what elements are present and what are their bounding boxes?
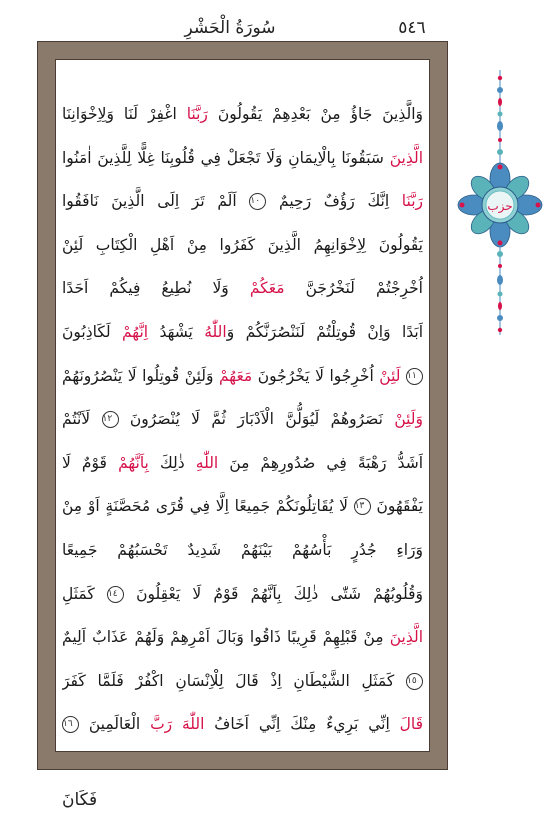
text-line xyxy=(62,357,423,395)
text-line xyxy=(62,487,423,525)
highlighted-word: الَّذِينَ xyxy=(389,628,423,647)
text-segment: كَمَثَلِ الشَّيْطَانِ اِذْ قَالَ لِلْاِنْسَانِ اكْفُرْ فَلَمَّا كَفَرَ xyxy=(62,671,406,690)
text-segment: اُخْرِجُوا لَا يَخْرُجُونَ xyxy=(252,366,380,385)
text-segment: لَاَنْتُمْ xyxy=(62,410,102,429)
text-line xyxy=(62,269,423,307)
ayah-number-marker: ١٥ xyxy=(406,673,423,690)
text-segment: اَلَمْ تَرَ اِلَى الَّذِينَ نَافَقُوا xyxy=(62,192,250,211)
ayah-number-marker: ١٤ xyxy=(107,586,124,603)
text-segment: مِنْ قَبْلِهِمْ قَرِيبًا ذَاقُوا وَبَالَ اَمْرِهِمْ وَلَهُمْ عَذَابٌ اَلِيمٌ xyxy=(62,628,390,647)
highlighted-word: مَعَهُمْ xyxy=(218,366,253,385)
ayah-number-marker: ١٣ xyxy=(354,498,371,515)
text-segment: اَبَدًا وَاِنْ قُوتِلْتُمْ لَنَنْصُرَنَّكُمْ وَ xyxy=(226,323,423,341)
text-segment: كَمَثَلِ xyxy=(62,584,107,603)
text-line xyxy=(62,226,423,264)
surah-name: سُورَةُ الْحَشْرِ xyxy=(184,18,276,38)
highlighted-word: رَبَّنَا xyxy=(401,192,423,211)
highlighted-word: قَالَ xyxy=(399,715,423,734)
ayah-number-marker: ١٦ xyxy=(62,716,79,733)
text-line xyxy=(62,662,423,700)
text-segment: وَرَاءِ جُدُرٍ بَأْسُهُمْ بَيْنَهُمْ شَدِيدٌ تَحْسَبُهُمْ جَمِيعًا xyxy=(62,541,423,559)
quran-text-area xyxy=(62,95,423,750)
text-segment: اِنَّكَ رَؤُفٌ رَحِيمٌ xyxy=(266,192,402,211)
text-segment: ذٰلِكَ xyxy=(148,453,196,472)
highlighted-word: اللّٰهِ xyxy=(195,453,219,472)
text-line xyxy=(62,139,423,177)
text-segment: وَقُلُوبُهُمْ شَتّٰى ذٰلِكَ بِاَنَّهُمْ قَوْمٌ لَا يَعْقِلُونَ xyxy=(123,584,423,603)
text-line xyxy=(62,618,423,656)
text-segment: قَوْمٌ لَا xyxy=(62,453,119,472)
text-line xyxy=(62,705,423,743)
hizb-label: حزب xyxy=(487,199,513,213)
catchword: فَكَانَ xyxy=(62,790,98,810)
text-segment: اَشَدُّ رَهْبَةً فِي صُدُورِهِمْ مِنَ xyxy=(218,453,423,472)
text-segment: وَلَا نُطِيعُ فِيكُمْ اَحَدًا xyxy=(62,279,250,298)
text-segment: لَكَاذِبُونَ xyxy=(62,323,122,341)
ayah-number-marker: ١٠ xyxy=(249,193,266,210)
text-segment: اُخْرِجْتُمْ لَنَخْرُجَنَّ xyxy=(284,279,423,298)
text-line xyxy=(62,531,423,569)
text-line xyxy=(62,575,423,613)
text-line xyxy=(62,182,423,220)
text-segment: وَلَئِنْ قُوتِلُوا لَا يَنْصُرُونَهُمْ xyxy=(62,366,219,385)
text-segment: يَشْهَدُ xyxy=(148,323,205,341)
text-segment: يَفْقَهُونَ xyxy=(370,497,423,516)
text-segment: سَبَقُونَا بِالْاِيمَانِ وَلَا تَجْعَلْ فِي قُلُوبِنَا غِلًّا لِلَّذِينَ اٰمَنُوا xyxy=(62,148,390,167)
highlighted-word: اِنَّهُمْ xyxy=(121,323,149,341)
highlighted-word: مَعَكُمْ xyxy=(249,279,285,298)
ayah-number-marker: ١٢ xyxy=(102,411,119,428)
text-segment: وَالَّذِينَ جَاؤُ مِنْ بَعْدِهِمْ يَقُولُونَ xyxy=(207,105,423,123)
text-segment: نَصَرُوهُمْ لَيُوَلُّنَّ الْاَدْبَارَ ثُمَّ لَا يُنْصَرُونَ xyxy=(118,410,395,429)
text-line xyxy=(62,95,423,133)
text-line xyxy=(62,444,423,482)
text-segment: اغْفِرْ لَنَا وَلِاِخْوَانِنَا xyxy=(62,105,187,123)
page-number: ٥٤٦ xyxy=(398,18,426,38)
text-segment: لَا يُقَاتِلُونَكُمْ جَمِيعًا اِلَّا فِي قُرًى مُحَصَّنَةٍ اَوْ مِنْ xyxy=(62,497,354,516)
text-line xyxy=(62,313,423,351)
highlighted-word: لَئِنْ xyxy=(379,366,401,385)
highlighted-word: رَبَّنَا xyxy=(186,105,208,123)
hizb-rosette-icon xyxy=(455,70,545,340)
highlighted-word: اللّٰهُ xyxy=(204,323,227,341)
text-segment: الْعَالَمِينَ xyxy=(79,715,151,734)
highlighted-word: اللّٰهَ رَبَّ xyxy=(150,715,205,734)
highlighted-word: وَلَئِنْ xyxy=(394,410,423,429)
text-segment: اِنِّي بَرِيءٌ مِنْكَ اِنِّي اَخَافُ xyxy=(204,715,400,734)
highlighted-word: الَّذِينَ xyxy=(389,148,423,167)
ayah-number-marker: ١١ xyxy=(406,368,423,385)
text-line xyxy=(62,400,423,438)
text-segment: يَقُولُونَ لِاِخْوَانِهِمُ الَّذِينَ كَفَرُوا مِنْ اَهْلِ الْكِتَابِ لَئِنْ xyxy=(62,235,423,254)
highlighted-word: بِاَنَّهُمْ xyxy=(118,453,149,472)
